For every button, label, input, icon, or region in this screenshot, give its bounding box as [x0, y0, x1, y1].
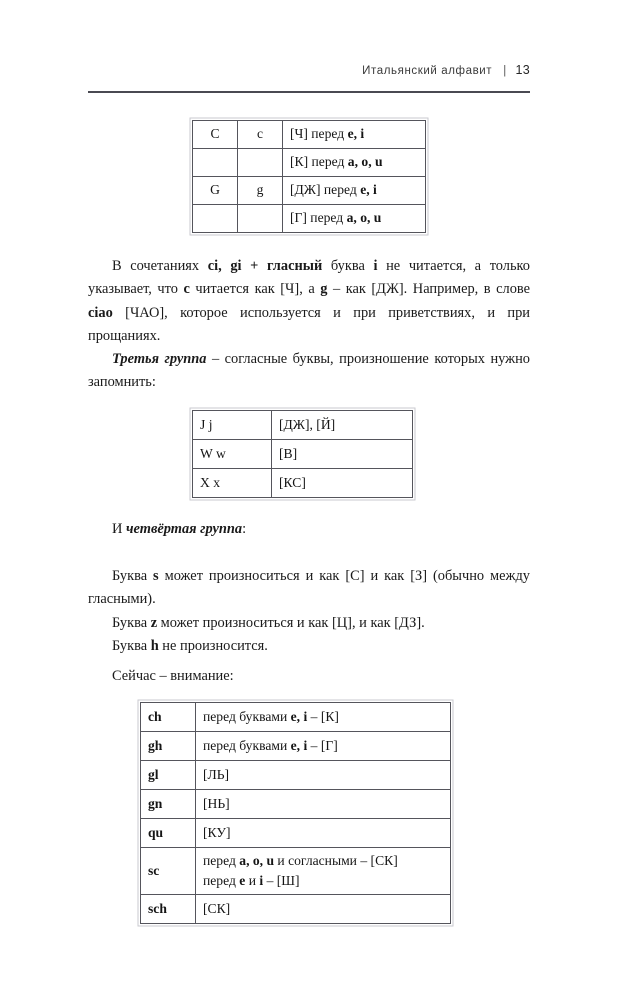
cell-digraph: qu	[141, 819, 196, 848]
rule-prefix: [Г] перед	[290, 210, 347, 225]
running-head	[88, 63, 530, 77]
table-row	[141, 761, 451, 790]
cell-lower-letter	[238, 205, 283, 233]
rule-letters: e, i	[290, 708, 308, 724]
rule-prefix: перед буквами	[203, 737, 291, 753]
rule-letters: e, i	[360, 182, 377, 197]
label-group-three: Третья группа	[112, 351, 207, 367]
text-bold-z: z	[150, 615, 158, 631]
text-bold-cigi: ci, gi + гласный	[207, 258, 323, 274]
text-run: не произносится.	[158, 638, 268, 654]
text-run: [ЧАО], которое используется и при приветствиях, и при прощаниях.	[88, 304, 530, 344]
rule-mid-2: и	[245, 872, 260, 888]
paragraph-letter-s	[88, 565, 530, 612]
page-number: 13	[515, 63, 530, 77]
rule-prefix: [К] перед	[290, 154, 348, 169]
cell-letter: W w	[193, 440, 272, 469]
table-row	[193, 121, 426, 149]
cell-letter: X x	[193, 469, 272, 498]
cell-sound: [ДЖ], [Й]	[272, 411, 413, 440]
table-row	[193, 205, 426, 233]
rule-suffix-2: – [Ш]	[263, 872, 300, 888]
table-row	[141, 895, 451, 924]
rule-letters: e, i	[347, 126, 365, 141]
rule-suffix: и согласными – [СК]	[274, 853, 398, 868]
text-run: Буква	[112, 615, 151, 631]
cell-digraph-rule	[196, 819, 451, 848]
cell-upper-letter: G	[193, 177, 238, 205]
rule-line-2	[203, 873, 300, 888]
table-row	[141, 848, 451, 895]
cell-digraph-rule	[196, 761, 451, 790]
text-bold-h: h	[150, 638, 159, 654]
paragraph-group-four-intro	[88, 518, 530, 541]
rule-prefix: [СК]	[203, 900, 231, 916]
rule-prefix: [Ч] перед	[290, 126, 348, 141]
text-run: буква	[322, 258, 374, 274]
running-head-title: Итальянский алфавит	[362, 65, 493, 77]
cell-digraph-rule	[196, 895, 451, 924]
paragraph-group-three-intro	[88, 348, 530, 395]
rule-prefix: перед буквами	[203, 708, 291, 724]
table-row	[193, 440, 413, 469]
text-bold-g: g	[320, 281, 328, 298]
cell-digraph: gn	[141, 790, 196, 819]
text-bold-s: s	[153, 568, 159, 584]
table-consonants-cg	[192, 120, 426, 233]
text-run: может произноситься и как [Ц], и как [ДЗ].	[157, 615, 425, 631]
table-row	[141, 790, 451, 819]
header-rule	[88, 91, 530, 93]
rule-line-1	[203, 853, 398, 868]
text-run: Буква	[112, 568, 154, 584]
cell-lower-letter: g	[238, 177, 283, 205]
cell-rule	[283, 121, 426, 149]
cell-digraph: sc	[141, 848, 196, 895]
cell-rule	[283, 177, 426, 205]
cell-letter: J j	[193, 411, 272, 440]
paragraph-ci-gi	[88, 255, 530, 348]
text-run: не читается, а только указывает, что	[88, 258, 530, 298]
rule-prefix: [НЬ]	[203, 795, 230, 811]
text-run: В сочетаниях	[112, 258, 208, 274]
running-head-separator: |	[503, 65, 507, 77]
table-row	[141, 732, 451, 761]
cell-lower-letter: c	[238, 121, 283, 149]
table-row	[141, 703, 451, 732]
cell-digraph-rule	[196, 790, 451, 819]
cell-digraph: ch	[141, 703, 196, 732]
cell-digraph-rule	[196, 703, 451, 732]
paragraph-letter-h	[88, 635, 530, 658]
cell-sound: [КС]	[272, 469, 413, 498]
paragraph-letter-z	[88, 612, 530, 635]
rule-prefix: [ЛЬ]	[203, 766, 230, 782]
table-row	[141, 819, 451, 848]
paragraph-attention: Сейчас – внимание:	[112, 668, 234, 684]
cell-rule	[283, 149, 426, 177]
table-digraphs	[140, 702, 451, 924]
rule-suffix: – [Г]	[307, 737, 338, 753]
cell-digraph: sch	[141, 895, 196, 924]
text-run: :	[242, 521, 247, 537]
label-group-four: четвёртая группа	[126, 521, 243, 537]
rule-prefix: [КУ]	[203, 824, 231, 840]
text-run: И	[112, 521, 126, 537]
cell-sound: [В]	[272, 440, 413, 469]
rule-letters-2a: e	[239, 872, 246, 888]
text-run: Буква	[112, 638, 151, 654]
cell-digraph: gl	[141, 761, 196, 790]
table-group-three	[192, 410, 413, 498]
cell-digraph-rule	[196, 732, 451, 761]
table-row	[193, 149, 426, 177]
cell-upper-letter	[193, 205, 238, 233]
rule-letters: a, o, u	[347, 154, 383, 169]
rule-letters-2b: i	[259, 872, 264, 888]
table-row	[193, 177, 426, 205]
text-run: – как [ДЖ]. Например, в слове	[327, 281, 530, 298]
rule-suffix: – [К]	[307, 708, 339, 724]
text-bold-c: c	[183, 281, 190, 298]
table-row	[193, 469, 413, 498]
rule-letters: e, i	[290, 737, 308, 753]
cell-digraph-rule	[196, 848, 451, 895]
cell-digraph: gh	[141, 732, 196, 761]
text-run: – согласные буквы, произношение которых нужно запомнить:	[88, 351, 530, 391]
table-row	[193, 411, 413, 440]
cell-lower-letter	[238, 149, 283, 177]
rule-prefix-2: перед	[203, 872, 240, 888]
rule-letters: a, o, u	[346, 210, 382, 225]
text-run: может произноситься и как [С] и как [З] (обычно между гласными).	[88, 568, 530, 608]
rule-prefix: [ДЖ] перед	[290, 182, 361, 197]
text-run: читается как [Ч], а	[189, 281, 321, 298]
cell-rule	[283, 205, 426, 233]
text-bold-ciao: ciao	[88, 304, 113, 321]
cell-upper-letter: C	[193, 121, 238, 149]
cell-upper-letter	[193, 149, 238, 177]
rule-prefix: перед	[203, 853, 240, 868]
text-bold-i: i	[373, 258, 378, 274]
rule-letters: a, o, u	[239, 853, 275, 868]
